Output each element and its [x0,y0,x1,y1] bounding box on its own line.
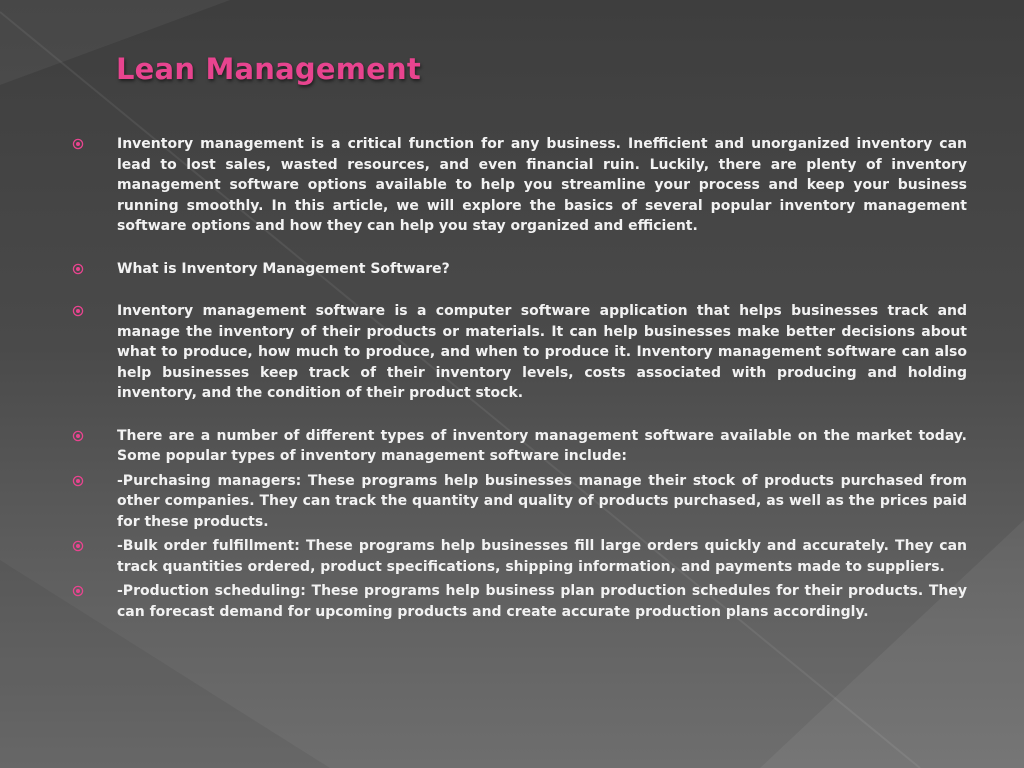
bullet-item [72,134,967,237]
bullet-item [72,536,967,577]
bullet-text: -Bulk order fulfillment: These programs help businesses fill large orders quickly and accurately. They can track quantities ordered, product specifications, shipping information, and payments made to suppliers. [117,538,967,575]
bullet-text: Inventory management is a critical function for any business. Inefficient and unorganized inventory can lead to lost sales, wasted resources, and even financial ruin. Luckily, there are plenty of inventory management software options available to help you streamline your process and keep your business running smoothly. In this article, we will explore the basics of several popular inventory management software options and how they can help you stay organized and efficient. [117,136,967,234]
bullet-item [72,301,967,404]
circle-dot-icon [72,475,84,487]
circle-dot-icon [72,138,84,150]
circle-dot-icon [72,430,84,442]
bullet-item [72,581,967,622]
bullet-text: There are a number of different types of inventory management software available on the market today. Some popular types of inventory management software include: [117,427,967,464]
bullet-item [72,471,967,533]
bullet-text: -Production scheduling: These programs help business plan production schedules for their products. They can forecast demand for upcoming products and create accurate production plans accordingly. [117,583,967,620]
circle-dot-icon [72,540,84,552]
circle-dot-icon [72,305,84,317]
bullet-item [72,259,967,280]
bullet-text: -Purchasing managers: These programs help businesses manage their stock of products purchased from other companies. They can track the quantity and quality of products purchased, as well as the prices paid for these products. [117,472,967,530]
circle-dot-icon [72,263,84,275]
bullet-text: What is Inventory Management Software? [117,260,450,277]
bullet-item [72,426,967,467]
slide-title: Lean Management [116,52,421,86]
circle-dot-icon [72,585,84,597]
bullet-list [72,134,967,622]
bullet-text: Inventory management software is a computer software application that helps businesses track and manage the inventory of their products or materials. It can help businesses make better decisions about what to produce, how much to produce, and when to produce it. Inventory management software can also help businesses keep track of their inventory levels, costs associated with producing and holding inventory, and the condition of their product stock. [117,303,967,401]
